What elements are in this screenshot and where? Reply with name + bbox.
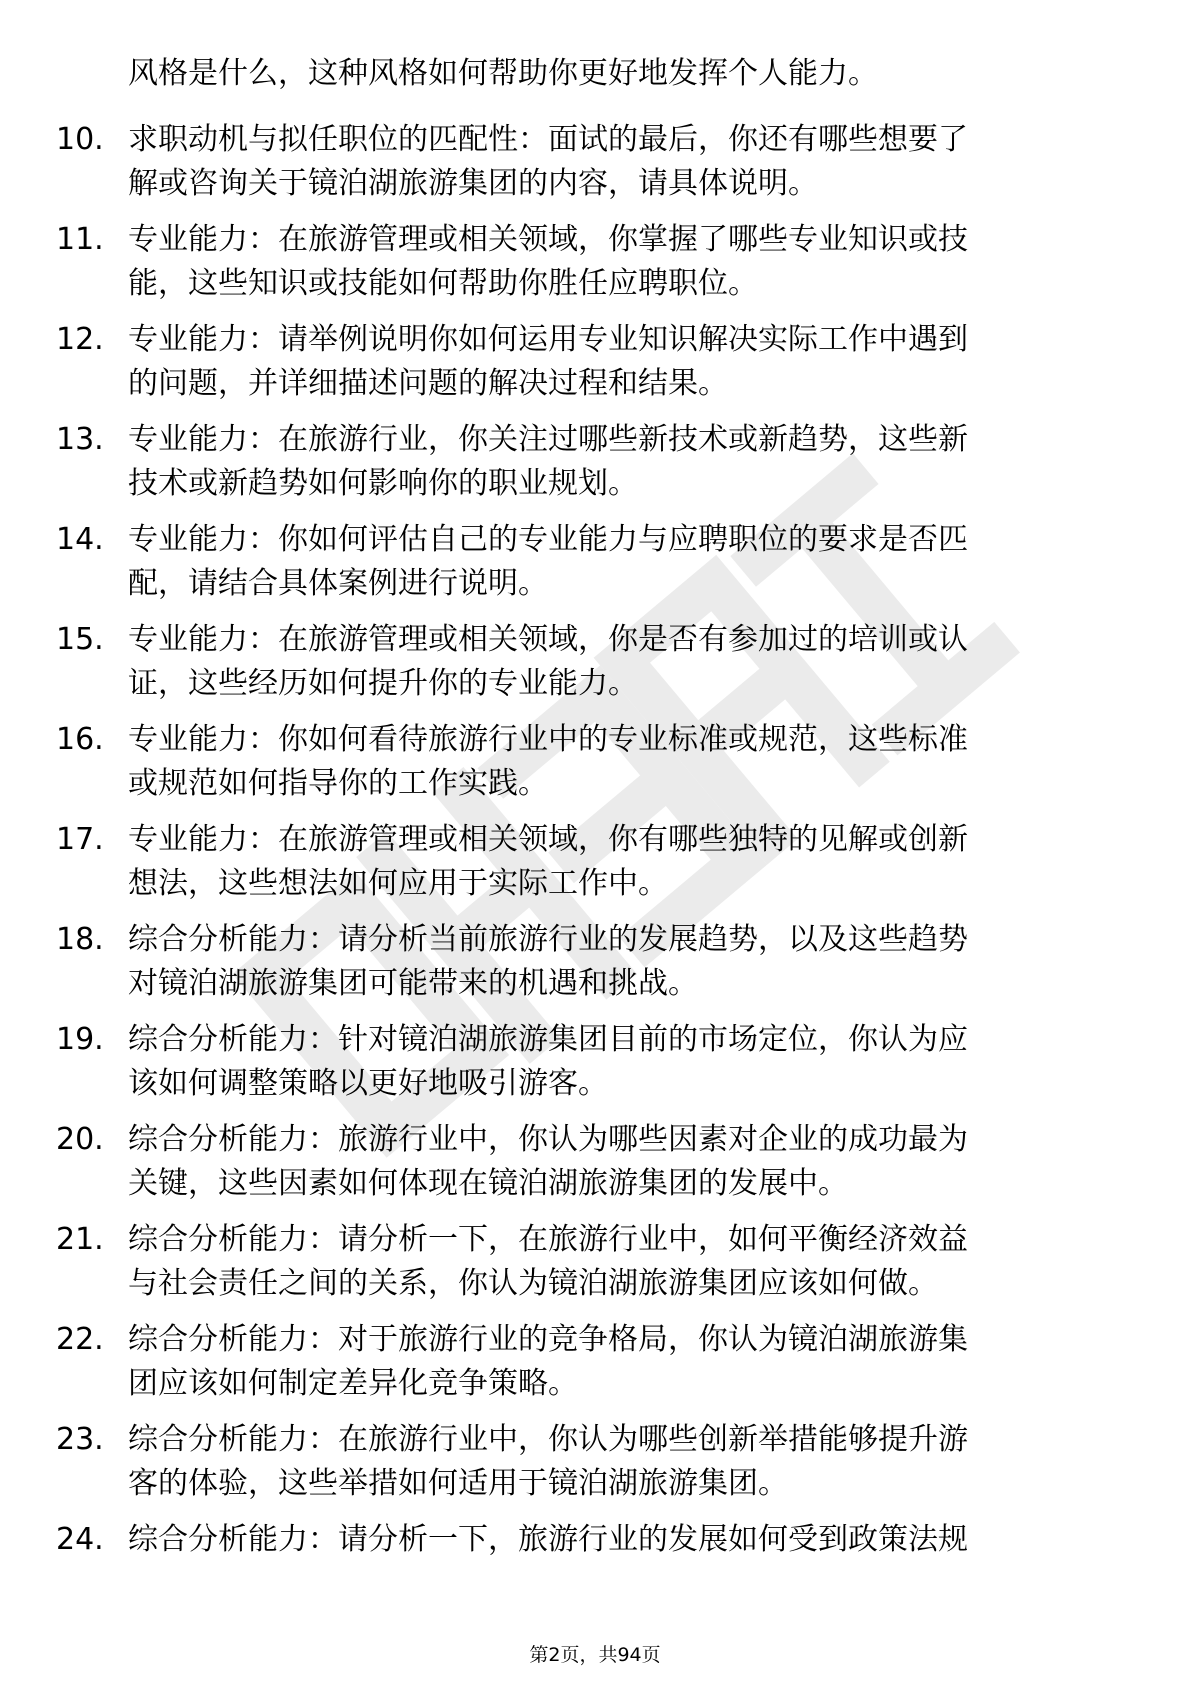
question-line: 配，请结合具体案例进行说明。	[128, 566, 548, 601]
continuation-line: 风格是什么，这种风格如何帮助你更好地发挥个人能力。	[128, 56, 878, 91]
question-item	[0, 618, 1190, 718]
question-line: 团应该如何制定差异化竞争策略。	[128, 1366, 578, 1401]
question-line: 专业能力：你如何评估自己的专业能力与应聘职位的要求是否匹	[128, 522, 968, 557]
question-item	[0, 1018, 1190, 1118]
question-number: 18.	[56, 922, 104, 957]
question-text	[128, 418, 1118, 506]
question-line: 证，这些经历如何提升你的专业能力。	[128, 666, 638, 701]
question-text	[128, 918, 1118, 1006]
question-line: 综合分析能力：针对镜泊湖旅游集团目前的市场定位，你认为应	[128, 1022, 968, 1057]
question-number: 11.	[56, 222, 104, 257]
question-line: 综合分析能力：旅游行业中，你认为哪些因素对企业的成功最为	[128, 1122, 968, 1157]
question-text	[128, 1118, 1118, 1206]
question-number: 12.	[56, 322, 104, 357]
question-line: 专业能力：在旅游管理或相关领域，你是否有参加过的培训或认	[128, 622, 968, 657]
question-text	[128, 318, 1118, 406]
question-text	[128, 518, 1118, 606]
question-text	[128, 1218, 1118, 1306]
question-text	[128, 618, 1118, 706]
question-line: 能，这些知识或技能如何帮助你胜任应聘职位。	[128, 266, 758, 301]
question-text	[128, 1018, 1118, 1106]
question-item	[0, 918, 1190, 1018]
question-line: 综合分析能力：请分析一下，旅游行业的发展如何受到政策法规	[128, 1522, 968, 1557]
question-text	[128, 1318, 1118, 1406]
question-line: 该如何调整策略以更好地吸引游客。	[128, 1066, 608, 1101]
question-item	[0, 318, 1190, 418]
question-line: 综合分析能力：对于旅游行业的竞争格局，你认为镜泊湖旅游集	[128, 1322, 968, 1357]
question-line: 想法，这些想法如何应用于实际工作中。	[128, 866, 668, 901]
question-line: 解或咨询关于镜泊湖旅游集团的内容，请具体说明。	[128, 166, 818, 201]
question-item	[0, 418, 1190, 518]
question-number: 21.	[56, 1222, 104, 1257]
question-line: 对镜泊湖旅游集团可能带来的机遇和挑战。	[128, 966, 698, 1001]
question-line: 或规范如何指导你的工作实践。	[128, 766, 548, 801]
question-line: 与社会责任之间的关系，你认为镜泊湖旅游集团应该如何做。	[128, 1266, 938, 1301]
question-list	[0, 118, 1190, 1618]
question-text	[128, 718, 1118, 806]
question-text	[128, 218, 1118, 306]
question-line: 综合分析能力：在旅游行业中，你认为哪些创新举措能够提升游	[128, 1422, 968, 1457]
question-line: 求职动机与拟任职位的匹配性：面试的最后，你还有哪些想要了	[128, 122, 968, 157]
question-number: 15.	[56, 622, 104, 657]
question-number: 24.	[56, 1522, 104, 1557]
question-line: 关键，这些因素如何体现在镜泊湖旅游集团的发展中。	[128, 1166, 848, 1201]
question-line: 的问题，并详细描述问题的解决过程和结果。	[128, 366, 728, 401]
question-line: 综合分析能力：请分析一下，在旅游行业中，如何平衡经济效益	[128, 1222, 968, 1257]
question-number: 14.	[56, 522, 104, 557]
question-line: 专业能力：在旅游行业，你关注过哪些新技术或新趋势，这些新	[128, 422, 968, 457]
question-number: 10.	[56, 122, 104, 157]
question-line: 专业能力：请举例说明你如何运用专业知识解决实际工作中遇到	[128, 322, 968, 357]
question-number: 13.	[56, 422, 104, 457]
question-item	[0, 718, 1190, 818]
question-item	[0, 1318, 1190, 1418]
question-number: 20.	[56, 1122, 104, 1157]
question-number: 16.	[56, 722, 104, 757]
question-item	[0, 118, 1190, 218]
question-item	[0, 1218, 1190, 1318]
question-line: 专业能力：你如何看待旅游行业中的专业标准或规范，这些标准	[128, 722, 968, 757]
question-line: 专业能力：在旅游管理或相关领域，你掌握了哪些专业知识或技	[128, 222, 968, 257]
question-item	[0, 818, 1190, 918]
question-item	[0, 218, 1190, 318]
question-item	[0, 1118, 1190, 1218]
question-line: 综合分析能力：请分析当前旅游行业的发展趋势，以及这些趋势	[128, 922, 968, 957]
page-number: 第2页，共94页	[529, 1644, 661, 1666]
question-text	[128, 118, 1118, 206]
question-line: 专业能力：在旅游管理或相关领域，你有哪些独特的见解或创新	[128, 822, 968, 857]
question-text	[128, 1518, 1118, 1562]
question-item	[0, 1418, 1190, 1518]
question-line: 客的体验，这些举措如何适用于镜泊湖旅游集团。	[128, 1466, 788, 1501]
question-item	[0, 1518, 1190, 1618]
question-number: 22.	[56, 1322, 104, 1357]
question-item	[0, 518, 1190, 618]
question-number: 17.	[56, 822, 104, 857]
question-text	[128, 1418, 1118, 1506]
question-number: 23.	[56, 1422, 104, 1457]
question-line: 技术或新趋势如何影响你的职业规划。	[128, 466, 638, 501]
question-text	[128, 818, 1118, 906]
question-number: 19.	[56, 1022, 104, 1057]
